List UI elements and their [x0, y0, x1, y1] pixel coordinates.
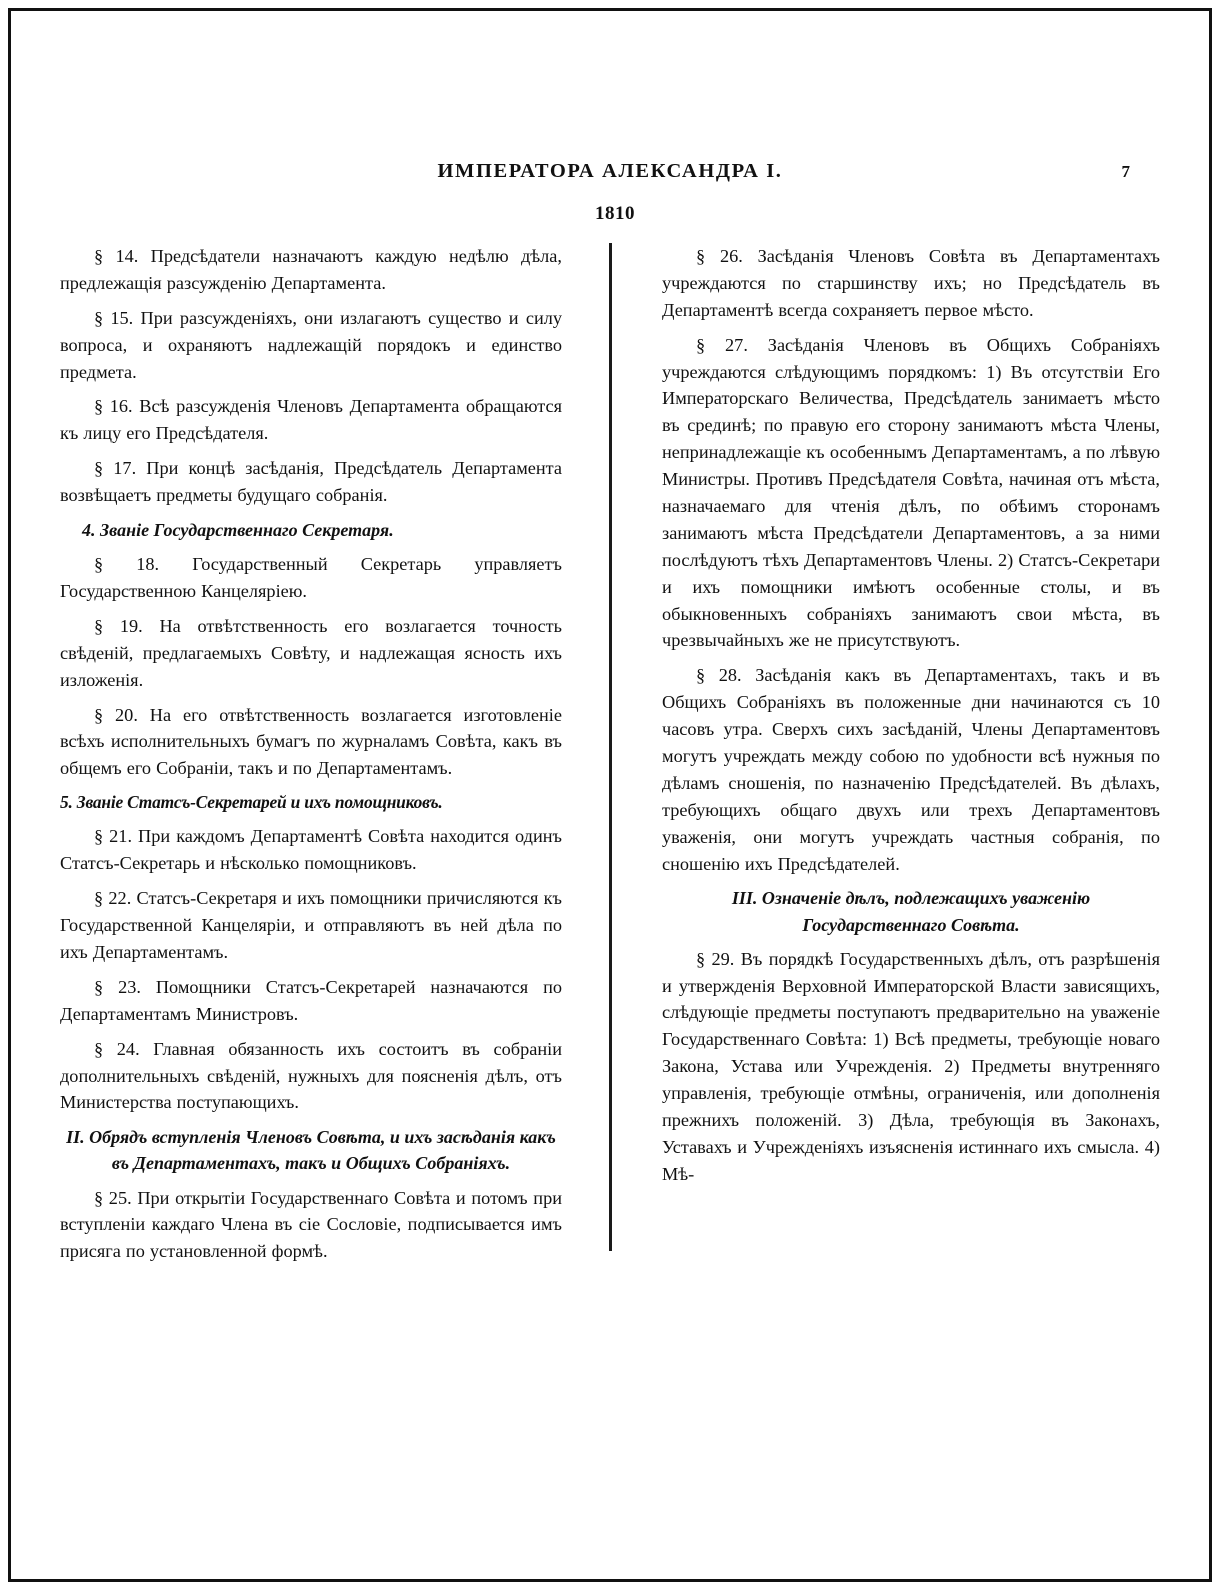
- column-right: [632, 243, 1160, 1273]
- paragraph: § 23. Помощники Статсъ-Секретарей назначаются по Департаментамъ Министровъ.: [60, 976, 562, 1024]
- paragraph: § 19. На отвѣтственность его возлагается точность свѣденій, предлагаемыхъ Совѣту, и надлежащая ясность ихъ изложенія.: [60, 615, 562, 690]
- running-head: [60, 160, 1160, 183]
- paragraph: § 26. Засѣданія Членовъ Совѣта въ Департаментахъ учреждаются по старшинству ихъ; но Предсѣдатель въ Департаментѣ всегда сохраняетъ первое мѣсто.: [662, 246, 1160, 320]
- paragraph: § 14. Предсѣдатели назначаютъ каждую недѣлю дѣла, предлежащія разсужденію Департамента.: [60, 246, 562, 293]
- part-heading: II. Обрядъ вступленія Членовъ Совѣта, и ихъ засѣданія какъ въ Департаментахъ, такъ и Общихъ Собраніяхъ.: [66, 1127, 556, 1174]
- paragraph: § 22. Статсъ-Секретаря и ихъ помощники причисляются къ Государственной Канцеляріи, и отправляютъ въ ней дѣла по ихъ Департаментамъ.: [60, 888, 562, 963]
- paragraph: § 21. При каждомъ Департаментѣ Совѣта находится одинъ Статсъ-Секретарь и нѣсколько помощниковъ.: [60, 826, 562, 874]
- paragraph: § 16. Всѣ разсужденія Членовъ Департамента обращаются къ лицу его Предсѣдателя.: [60, 396, 562, 444]
- paragraph: § 15. При разсужденіяхъ, они излагаютъ существо и силу вопроса, и охраняютъ надлежащій порядокъ и единство предмета.: [60, 307, 562, 382]
- section-heading: 5. Званіе Статсъ-Секретарей и ихъ помощниковъ.: [60, 792, 443, 813]
- paragraph: § 17. При концѣ засѣданія, Предсѣдатель Департамента возвѣщаетъ предметы будущаго собранія.: [60, 458, 562, 506]
- paragraph: § 25. При открытіи Государственнаго Совѣта и потомъ при вступленіи каждаго Члена въ сіе Сословіе, подписывается имъ присяга по установленной формѣ.: [60, 1187, 562, 1262]
- paragraph: § 28. Засѣданія какъ въ Департаментахъ, такъ и въ Общихъ Собраніяхъ въ положенные дни начинаются съ 10 часовъ утра. Сверхъ сихъ засѣданій, Члены Департаментовъ могутъ учреждать между собою по удобности всѣ нужныя по дѣламъ сношенія, по назначенію Предсѣдателей. Въ дѣлахъ, требующихъ общаго двухъ или трехъ Департаментовъ уваженія, они могутъ учреждать частныя собранія, по сношенію ихъ Предсѣдателей.: [662, 665, 1160, 874]
- paragraph: § 18. Государственный Секретарь управляетъ Государственною Канцеляріею.: [60, 554, 562, 601]
- page-number: 7: [1121, 162, 1130, 181]
- paragraph: § 27. Засѣданія Членовъ въ Общихъ Собраніяхъ учреждаются слѣдующимъ порядкомъ: 1) Въ отсутствіи Его Императорскаго Величества, Предсѣдатель занимаетъ мѣсто въ срединѣ; по правую его сторону занимаютъ мѣста Члены, непринадлежащіе къ особеннымъ Департаментамъ, а по лѣвую Министры. Противъ Предсѣдателя Совѣта, начиная отъ мѣста, назначаемаго для чтенія дѣлъ, по обѣимъ сторонамъ занимаютъ мѣста Предсѣдатели Департаментовъ, а за ними послѣдуютъ тѣхъ Департаментовъ Члены. 2) Статсъ-Секретари и ихъ помощники имѣютъ особенные столы, и въ обыкновенныхъ собраніяхъ занимаютъ свои мѣста, въ чрезвычайныхъ же не присутствуютъ.: [662, 334, 1160, 651]
- page-content: [60, 60, 1160, 1530]
- running-title: ИМПЕРАТОРА АЛЕКСАНДРА I.: [437, 160, 783, 182]
- divider-rule: [609, 243, 612, 1251]
- column-left: [60, 243, 588, 1273]
- paragraph: § 29. Въ порядкѣ Государственныхъ дѣлъ, отъ разрѣшенія и утвержденія Верховной Императорской Власти зависящихъ, слѣдующіе предметы поступаютъ предварительно на уваженіе Государственнаго Совѣта: 1) Всѣ предметы, требующіе новаго Закона, Устава или Учрежденія. 2) Предметы внутренняго управленія, требующіе отмѣны, ограниченія, или дополненія прежнихъ положеній. 3) Дѣла, требующія въ Законахъ, Уставахъ и Учрежденіяхъ изъясненія истиннаго ихъ смысла. 4) Мѣ-: [662, 948, 1160, 1184]
- part-heading: III. Означеніе дѣлъ, подлежащихъ уваженію Государственнаго Совѣта.: [731, 888, 1091, 935]
- paragraph: § 20. На его отвѣтственность возлагается изготовленіе всѣхъ исполнительныхъ бумагъ по журналамъ Совѣта, какъ въ общемъ его Собраніи, такъ и по Департаментамъ.: [60, 704, 562, 779]
- section-heading: 4. Званіе Государственнаго Секретаря.: [82, 520, 394, 541]
- year-line: 1810: [595, 203, 635, 224]
- paragraph: § 24. Главная обязанность ихъ состоитъ въ собраніи дополнительныхъ свѣденій, нужныхъ для поясненія дѣлъ, отъ Министерства поступающихъ.: [60, 1038, 562, 1113]
- text-columns: [60, 243, 1160, 1273]
- column-divider: [588, 243, 632, 1273]
